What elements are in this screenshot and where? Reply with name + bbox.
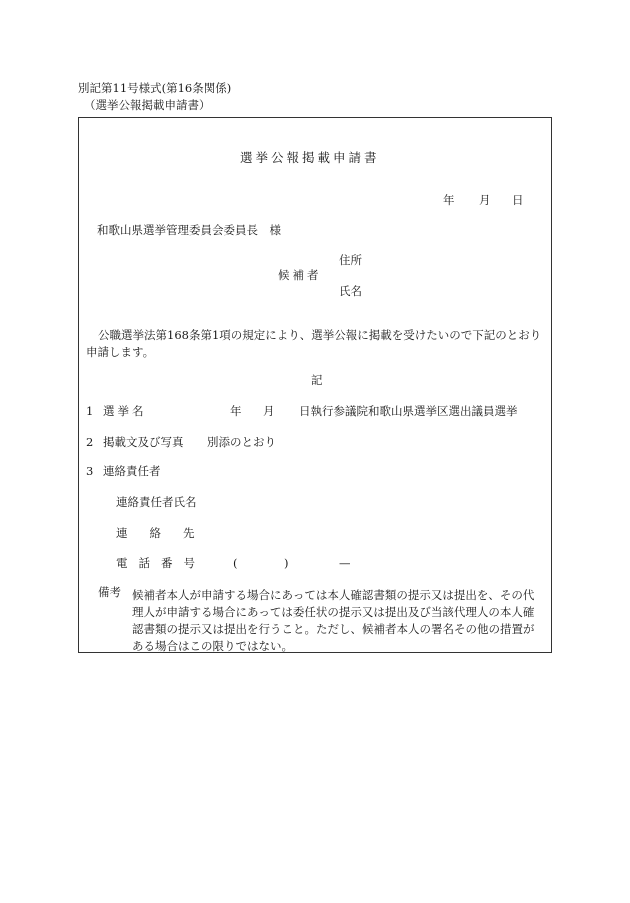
phone-open-paren: ( — [233, 556, 238, 570]
form-title: 選挙公報掲載申請書 — [240, 150, 380, 165]
item-2-label: 掲載文及び写真 — [103, 435, 184, 449]
contact-label: 連絡先 — [116, 526, 217, 540]
addressee: 和歌山県選挙管理委員会委員長 様 — [97, 223, 281, 237]
item-3-label: 連絡責任者 — [103, 464, 161, 478]
body-text: 公職選挙法第168条第1項の規定により、選挙公報に掲載を受けたいので下記のとおり申請します。 — [86, 328, 542, 359]
date-day-label: 日 — [512, 193, 524, 207]
item-1-month: 月 — [263, 404, 275, 418]
ki-label: 記 — [311, 373, 323, 387]
contact-name-label: 連絡責任者氏名 — [116, 495, 197, 509]
phone-dash: — — [339, 556, 351, 570]
date-year-label: 年 — [443, 193, 455, 207]
item-1-number: 1 — [86, 404, 94, 418]
form-subtitle: （選挙公報掲載申請書） — [84, 98, 211, 112]
item-2-value: 別添のとおり — [207, 435, 276, 449]
item-1-year: 年 — [230, 404, 242, 418]
note-text: 候補者本人が申請する場合にあっては本人確認書類の提示又は提出を、その代理人が申請する場合にあっては委任状の提示又は提出及び当該代理人の本人確認書類の提示又は提出を行うこと。ただし、候補者本人の署名その他の措置がある場合はこの限りではない。 — [132, 588, 535, 653]
note-label: 備考 — [98, 585, 121, 599]
candidate-label: 候補者 — [278, 268, 322, 282]
phone-label: 電話番号 — [116, 556, 206, 570]
date-month-label: 月 — [479, 193, 491, 207]
address-label: 住所 — [339, 253, 362, 267]
name-label: 氏名 — [339, 284, 362, 298]
item-3-number: 3 — [86, 464, 94, 478]
item-1-value: 日執行参議院和歌山県選挙区選出議員選挙 — [299, 404, 518, 418]
phone-close-paren: ) — [284, 556, 289, 570]
form-reference: 別記第11号様式(第16条関係) — [78, 81, 232, 95]
item-1-label: 選挙名 — [103, 404, 147, 418]
item-2-number: 2 — [86, 435, 94, 449]
